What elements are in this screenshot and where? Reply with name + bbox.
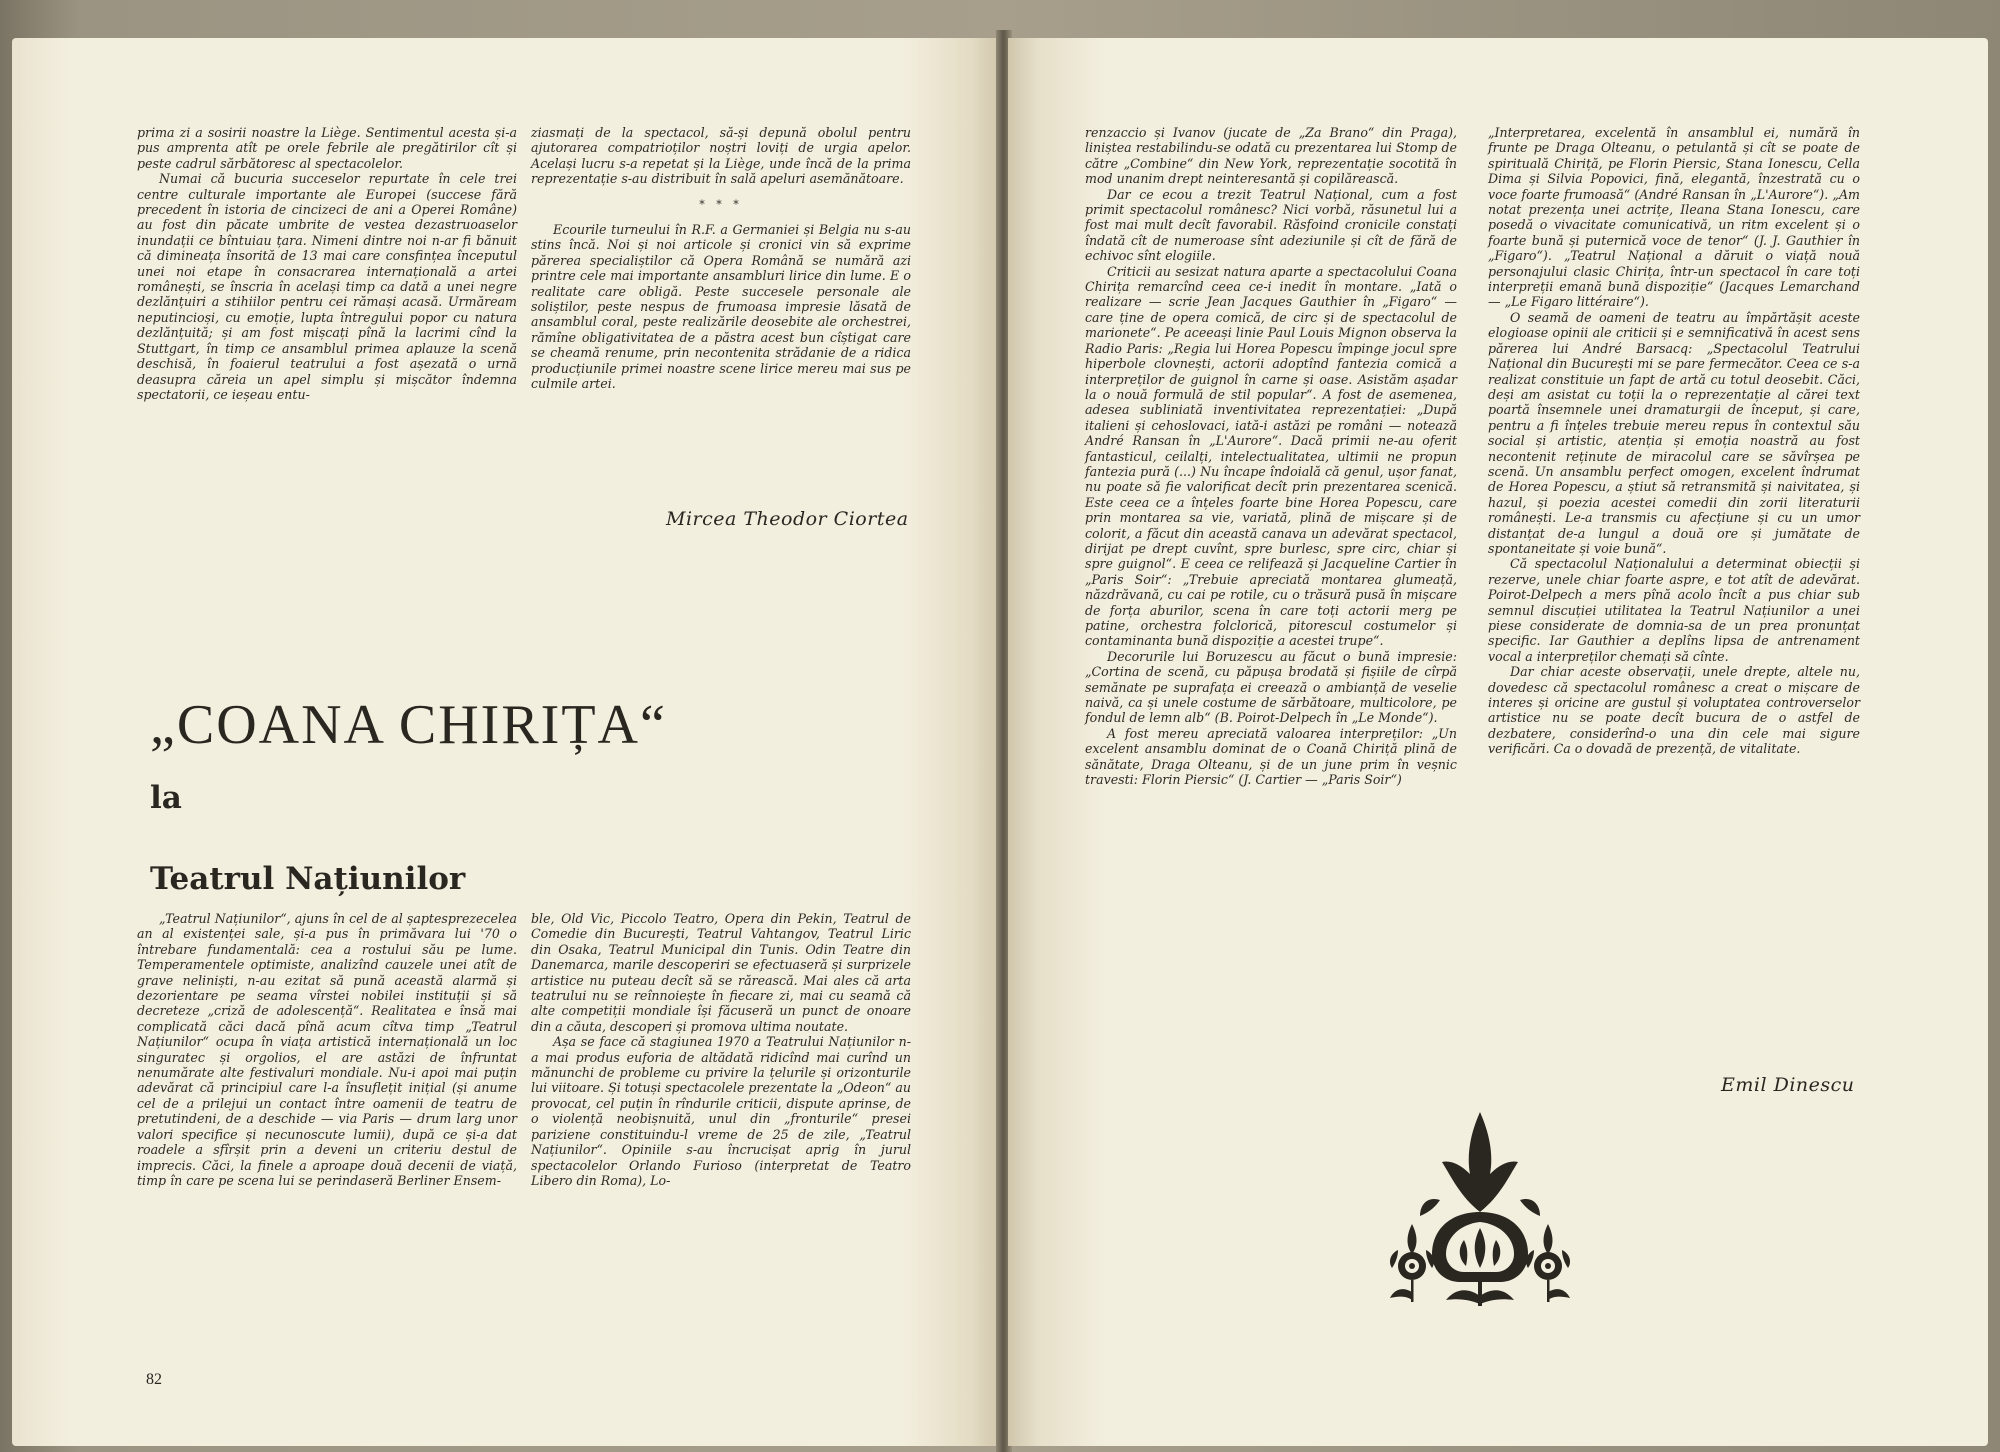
section-separator: * * * <box>699 197 743 211</box>
paragraph: Ecourile turneului în R.F. a Germaniei și Belgia nu s-au stins încă. Noi și noi articole și cronici vin să exprime părerea specialiștilor că Opera Română se numără azi printre cele mai importante ansambluri lirice din lume. E o realitate care obligă. Peste succesele personale ale soliștilor, peste nespus de frumoasa impresie lăsată de ansamblul coral, peste realizările deosebite ale orchestrei, rămîne obligativitatea de a păstra acest bun cîștigat care se cheamă renume, prin necontenita strădanie de a ridica producțiunile primei noastre scene lirice mereu mai sus pe culmile artei. <box>531 222 911 392</box>
paragraph: Că spectacolul Naționalului a determinat obiecții și rezerve, unele chiar foarte aspre, e tot atît de adevărat. Poirot-Delpech a mers pînă acolo încît a pus chiar sub semnul discuției utilitatea la Teatrul Națiunilor a unei piese considerate de domnia-sa de un prea pronunțat specific. Iar Gauthier a deplîns lipsa de antrenament vocal a interpreților chemați să cînte. <box>1488 556 1860 664</box>
paragraph: Dar ce ecou a trezit Teatrul Național, cum a fost primit spectacolul românesc? Nici vorbă, răsunetul lui a fost mai mult decît favorabil. Răsfoind cronicile constați îndată cît de numeroase sînt adeziunile și cît de fără de echivoc sînt elogiile. <box>1085 186 1457 264</box>
paragraph: Așa se face că stagiunea 1970 a Teatrului Națiunilor n-a mai produs euforia de altădată ridicînd mai curînd un mănunchi de probleme cu privire la țelurile și orizonturile lui viitoare. Și totuși spectacolele prezentate la „Odeon“ au provocat, cel puțin în rîndurile criticii, dispute aprinse, de o violență neobișnuită, unul din „fronturile“ presei pariziene constituindu-l vreme de 25 de zile, „Teatrul Națiunilor“. Opiniile s-au încrucișat aprig în jurul spectacolelor Orlando Furioso (interpretat de Teatro Libero din Roma), Lo- <box>531 1034 911 1188</box>
article-subtitle-la: la <box>150 780 182 816</box>
article-subtitle-venue: Teatrul Națiunilor <box>150 861 466 897</box>
page-number: 82 <box>146 1371 162 1388</box>
paragraph: Decorurile lui Boruzescu au făcut o bună impresie: „Cortina de scenă, cu păpușa brodată și fișiile de cîrpă semănate pe suprafața ei creează o ambianță de veselie naivă, ca și unele costume de sărbătoare, multicolore, pe fondul de lemn alb“ (B. Poirot-Delpech în „Le Monde“). <box>1085 648 1457 726</box>
left-top-column-1 <box>137 125 517 402</box>
left-top-column-2 <box>531 125 911 392</box>
paragraph: Dar chiar aceste observații, unele drepte, altele nu, dovedesc că spectacolul românesc a creat o mișcare de interes și oricine are gustul și voluptatea controverselor artistice nu se poate decît bucura de o astfel de dezbatere, considerînd-o una din cele mai sigure verificări. Ca o dovadă de prezență, de vitalitate. <box>1488 664 1860 757</box>
paragraph: ziasmați de la spectacol, să-și depună obolul pentru ajutorarea compatrioților noștri loviți de urgia apelor. Același lucru s-a repetat și la Liège, unde încă de la prima reprezentație s-au distribuit în sală apeluri asemănătoare. <box>531 125 911 187</box>
paragraph: „Teatrul Națiunilor“, ajuns în cel de al șaptesprezecelea an al existenței sale, și-a pus în primăvara lui '70 o întrebare fundamentală: cea a rostului său pe lume. Temperamentele optimiste, analizînd cauzele unei atît de grave neliniști, n-au ezitat să pună această alarmă și dezorientare pe seama vîrstei nobilei instituții și să decreteze „criză de adolescență“. Realitatea e însă mai complicată căci dacă pînă acum cîtva timp „Teatrul Națiunilor“ ocupa în viața artistică internațională un loc singuratec și orgolios, el are astăzi de înfruntat nenumărate alte festivaluri mondiale. Nu-i apoi mai puțin adevărat că principiul care l-a însuflețit inițial (și anume cel de a prilejui un contact între oamenii de teatru de pretutindeni, de a deschide — via Paris — drum larg unor valori specifice și necunoscute lumii), după ce și-a dat roadele a sfîrșit prin a deveni un criteriu destul de imprecis. Căci, la finele a aproape două decenii de viață, timp în care pe scena lui se perindaseră Berliner Ensem- <box>137 911 517 1188</box>
paragraph: „Interpretarea, excelentă în ansamblul ei, numără în frunte pe Draga Olteanu, o petulantă și cît se poate de spirituală Chiriță, pe Florin Piersic, Stana Ionescu, Cella Dima și Silvia Popovici, fină, elegantă, înzestrată cu o voce foarte frumoasă“ (André Ransan în „L'Aurore“). „Am notat prezența unei actrițe, Ileana Stana Ionescu, care posedă o vivacitate comunicativă, un ritm excelent și o foarte bună și puternică voce de tenor“ (J. J. Gauthier în „Figaro“). „Teatrul Național a dăruit o viață nouă personajului clasic Chirița, într-un spectacol în care toți interpreții emană bună dispoziție“ (Jacques Lemarchand — „Le Figaro littéraire“). <box>1488 125 1860 310</box>
right-column-1 <box>1085 125 1457 787</box>
right-column-2 <box>1488 125 1860 757</box>
paragraph: A fost mereu apreciată valoarea interpreților: „Un excelent ansamblu dominat de o Coană Chiriță plină de sănătate, Draga Olteanu, și de un june prim în veșnic travesti: Florin Piersic“ (J. Cartier — „Paris Soir“) <box>1085 725 1457 788</box>
paragraph: O seamă de oameni de teatru au împărtășit aceste elogioase opinii ale criticii și e semnificativă în acest sens părerea lui André Barsacq: „Spectacolul Teatrului Național din București mi se pare fermecător. Ceea ce s-a realizat constituie un fapt de artă cu totul deosebit. Căci, deși am asistat cu toții la o reprezentație al cărei text poartă însemnele unei dramaturgii de început, și care, pentru a fi înțeles trebuie mereu repus în contextul său social și artistic, atenția și emoția noastră au fost necontenit reținute de miracolul care se săvîrșea pe scenă. Un ansamblu perfect omogen, excelent îndrumat de Horea Popescu, a știut să retransmită și naivitatea, și hazul, și poezia acestei comedii din zorii literaturii românești. Le-a transmis cu afecțiune și cu un umor distanțat de-a lungul a două ore și jumătate de spontaneitate și voie bună“. <box>1488 309 1860 556</box>
paragraph: Numai că bucuria succeselor repurtate în cele trei centre culturale importante ale Europei (succese fără precedent în istoria de cincizeci de ani a Operei Române) au fost din păcate umbrite de vestea dezastruoaselor inundații ce bîntuiau țara. Nimeni dintre noi n-ar fi bănuit că dimineața însorită de 13 mai care consfințea începutul unei noi etape în consacrarea internațională a artei românești, se înscria în același timp ca dată a unei negre dezlănțuiri a stihiilor pentru cei rămași acasă. Urmăream neputincioși, cu emoție, lupta întregului popor cu natura dezlănțuită; și am fost mișcați pînă la lacrimi cînd la Stuttgart, în timp ce ansamblul primea aplauze la scenă deschisă, în foaierul teatrului a fost așezată o urnă deasupra căreia un apel simplu și mișcător îndemna spectatorii, ce ieșeau entu- <box>137 171 517 402</box>
floral-tulip-ornament-icon <box>1380 1100 1580 1310</box>
paragraph: renzaccio și Ivanov (jucate de „Za Brano“ din Praga), liniștea restabilindu-se odată cu prezentarea lui Stomp de către „Combine“ din New York, reprezentație socotită în mod unanim drept neinteresantă și copilărească. <box>1085 125 1457 187</box>
author-signature-top: Mircea Theodor Ciortea <box>666 508 909 530</box>
left-page <box>12 38 1000 1446</box>
paragraph: prima zi a sosirii noastre la Liège. Sentimentul acesta și-a pus amprenta atît pe orele febrile ale pregătirilor cît și peste cadrul sărbătoresc al spectacolelor. <box>137 125 517 171</box>
paragraph: ble, Old Vic, Piccolo Teatro, Opera din Pekin, Teatrul de Comedie din București, Teatrul Vahtangov, Teatrul Liric din Osaka, Teatrul Municipal din Tunis. Odin Teatre din Danemarca, marile descoperiri se efectuaseră și surprizele artistice nu puteau decît să se rărească. Mai ales că arta teatrului nu se reînnoiește în fiecare zi, mai cu seamă că alte competiții mondiale își făcuseră un punct de onoare din a căuta, descoperi și promova ultima noutate. <box>531 911 911 1034</box>
left-bottom-column-1 <box>137 911 517 1188</box>
paragraph: Criticii au sesizat natura aparte a spectacolului Coana Chirița remarcînd ceea ce-i inedit în montare. „Iată o realizare — scrie Jean Jacques Gauthier în „Figaro“ — care ține de opera comică, de circ și de spectacolul de marionete“. Pe aceeași linie Paul Louis Mignon observa la Radio Paris: „Regia lui Horea Popescu împinge jocul spre hiperbole clovnești, actorii adoptînd fantezia comică a interpreților de guignol în carne și oase. Asistăm așadar la o nouă formulă de stil popular“. A fost de asemenea, adesea subliniată inventivitatea reprezentației: „După italieni și cehoslovaci, iată-i astăzi pe români — notează André Ransan în „L'Aurore“. Dacă primii ne-au oferit fantasticul, ceilalți, intelectualitatea, ultimii ne propun fantezia pură (...) Nu încape îndoială că genul, ușor fanat, nu poate să fie valorificat decît prin prezentarea scenică. Este ceea ce a înțeles foarte bine Horea Popescu, care prin montarea sa vie, variată, plină de mișcare și de colorit, a făcut din această canava un adevărat spectacol, dirijat pe drept cuvînt, spre burlesc, spre circ, chiar și spre guignol“. E ceea ce relifează și Jacqueline Cartier în „Paris Soir“: „Trebuie apreciată montarea glumeață, năzdrăvană, cu cai pe rotile, cu o trăsură pusă în mișcare de forța aburilor, scena în care toți actorii merg pe patine, orchestra folclorică, pitorescul costumelor și contaminanta bună dispoziție a acestei trupe“. <box>1085 263 1457 649</box>
left-bottom-column-2 <box>531 911 911 1188</box>
article-title: „COANA CHIRIȚA“ <box>150 694 667 756</box>
author-signature: Emil Dinescu <box>1721 1074 1855 1096</box>
